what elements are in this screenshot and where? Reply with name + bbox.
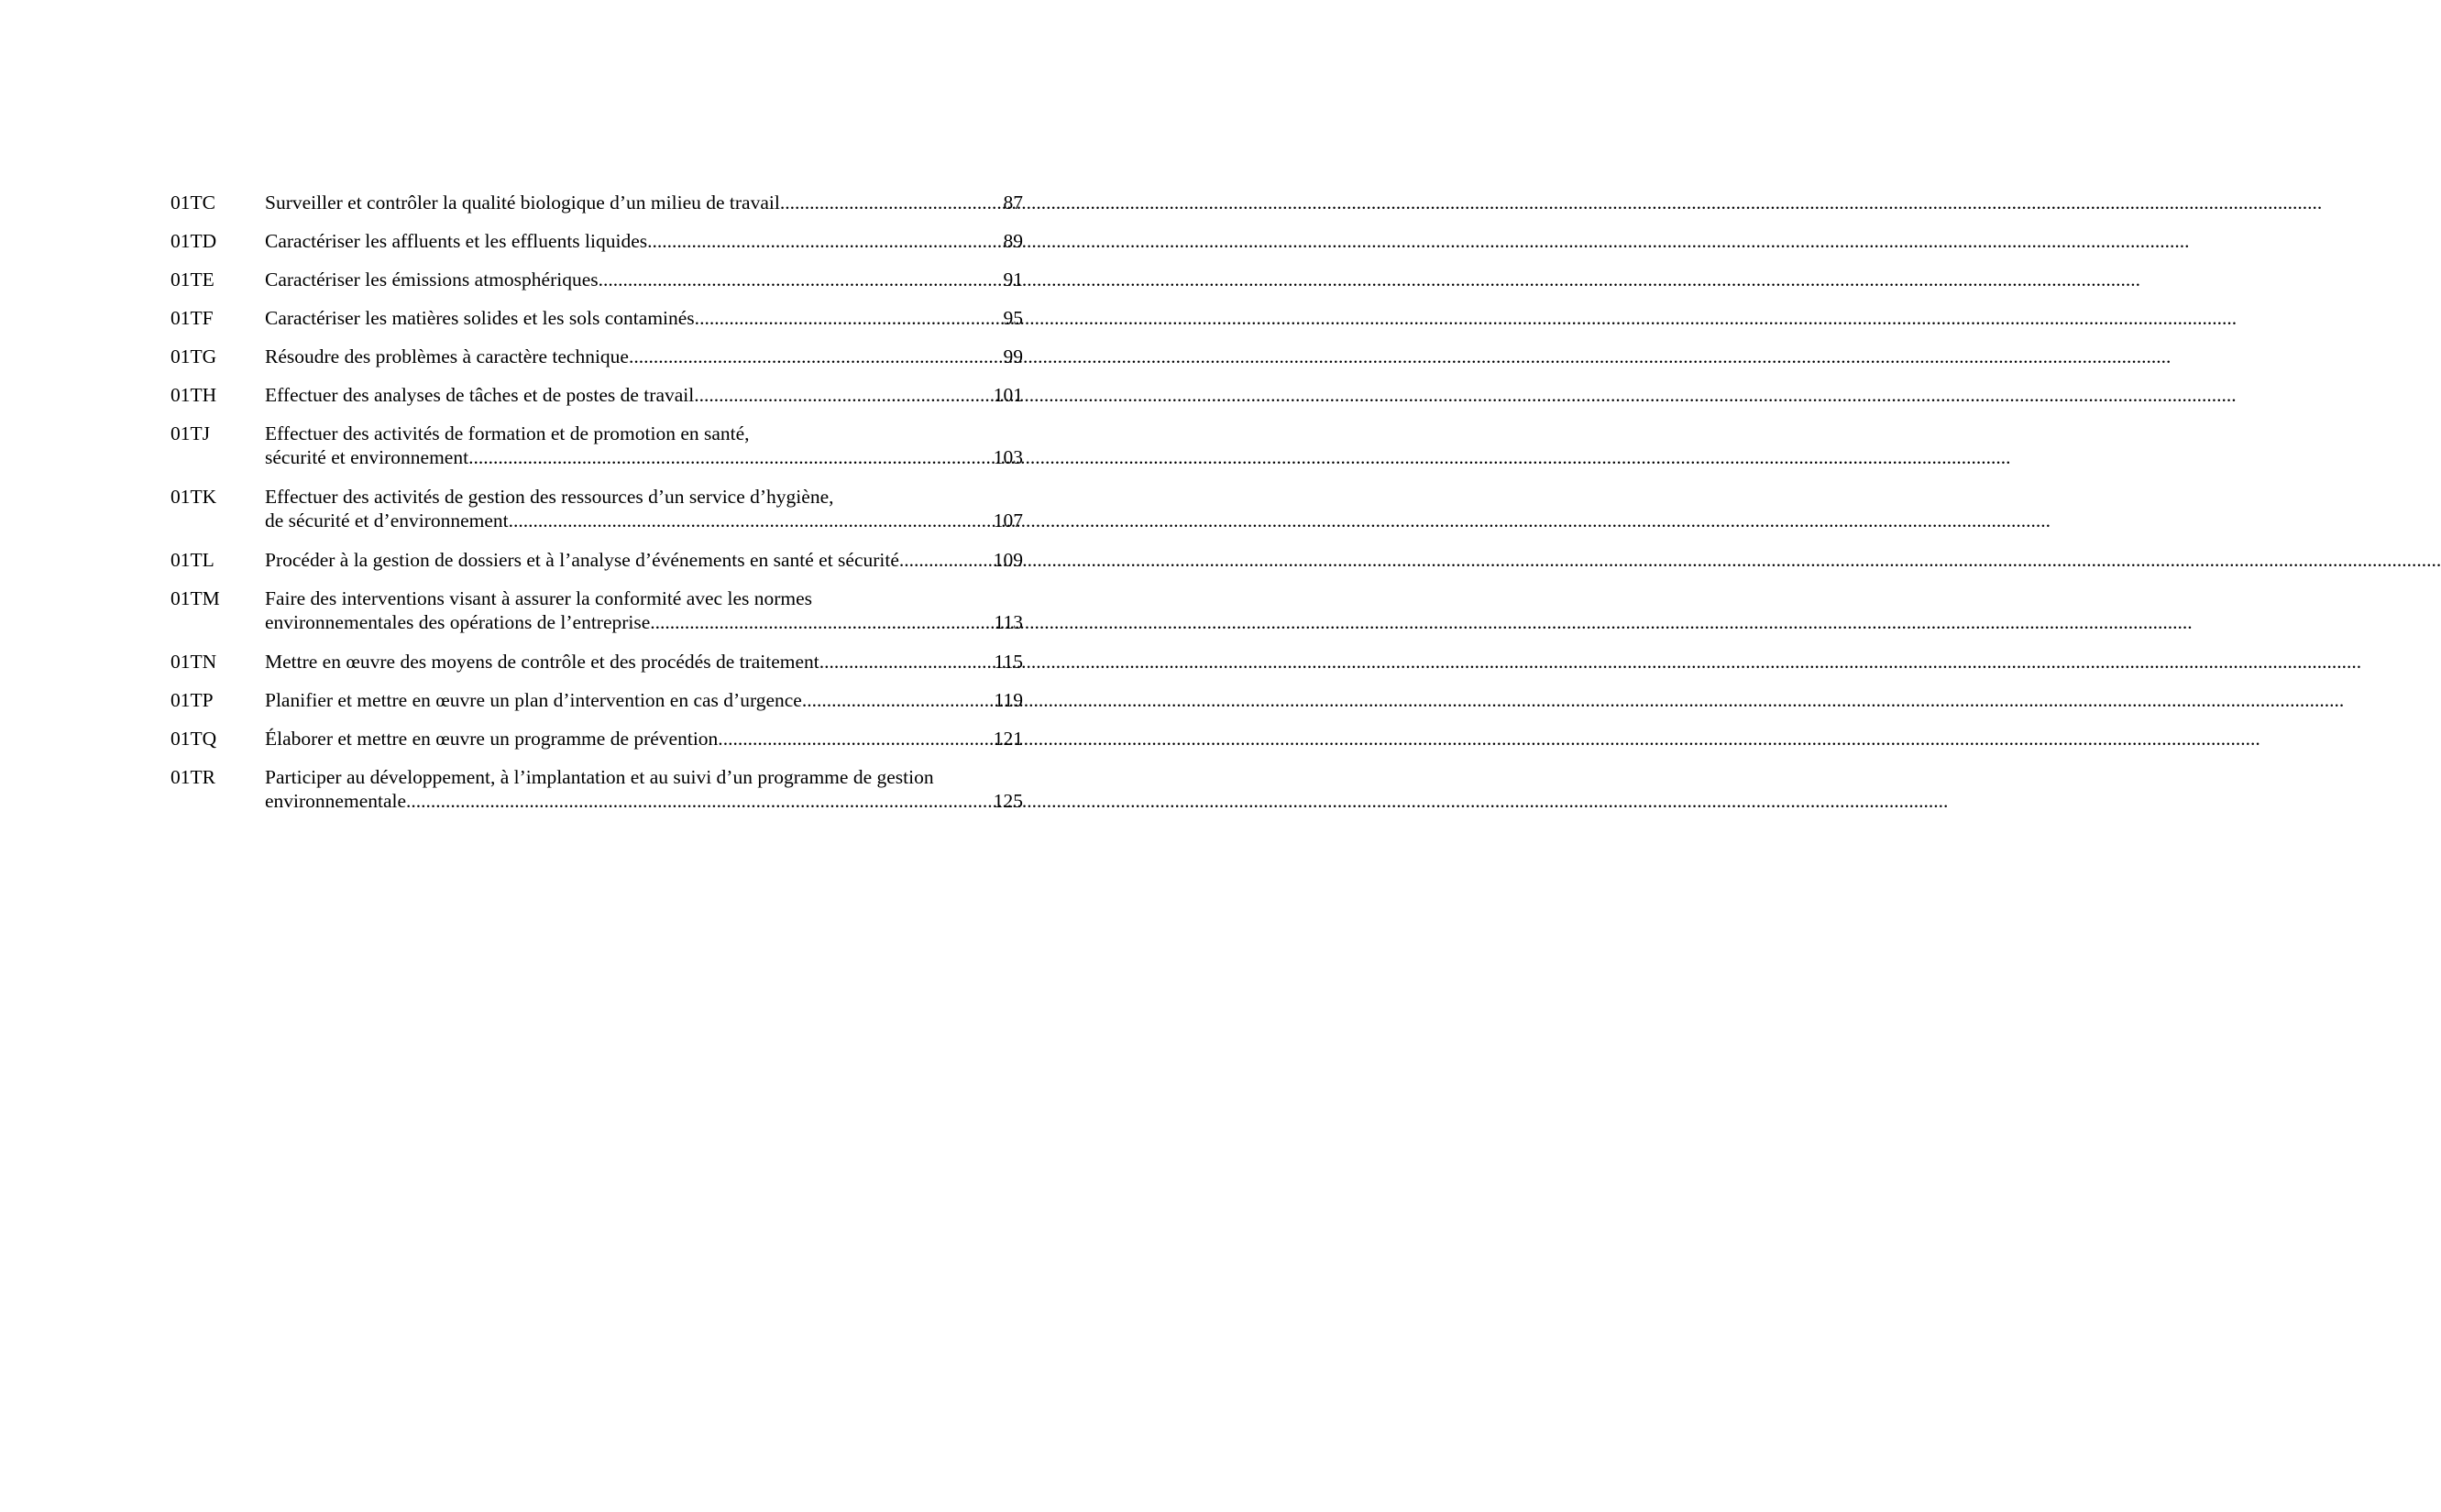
dot-leader (904, 548, 993, 572)
dot-leader (699, 383, 994, 407)
toc-entry-title: environnementale. (265, 790, 412, 812)
toc-entry-page-number: 103 (993, 446, 1023, 468)
toc-entry-title: Résoudre des problèmes à caractère technique. (265, 345, 634, 367)
dot-leader (723, 727, 994, 751)
toc-entry-page-number: 115 (994, 651, 1023, 673)
toc-entry[interactable] (170, 688, 1023, 712)
toc-entry[interactable] (170, 422, 1023, 469)
toc-entry-page-number: 99 (1003, 345, 1023, 367)
toc-entry-title-line: Participer au développement, à l’implantation et au suivi d’un programme de gestion (265, 766, 934, 788)
dot-leader (785, 191, 1003, 214)
toc-entry-page-number: 119 (994, 689, 1023, 711)
toc-entry-page-number: 109 (993, 549, 1023, 571)
toc-entry[interactable] (170, 650, 1023, 674)
toc-entry-page-number: 125 (993, 790, 1023, 812)
toc-entry-body (265, 688, 1023, 712)
toc-entry-code: 01TD (170, 230, 217, 252)
toc-entry[interactable] (170, 306, 1023, 330)
toc-entry-code: 01TQ (170, 728, 217, 750)
toc-entry-title: Effectuer des analyses de tâches et de postes de travail. (265, 384, 699, 406)
toc-entry-page-number: 95 (1003, 307, 1023, 329)
toc-entry-page-number: 87 (1003, 192, 1023, 214)
toc-entry-body (265, 548, 1023, 572)
toc-entry-code: 01TH (170, 384, 217, 406)
toc-entry-title: Planifier et mettre en œuvre un plan d’intervention en cas d’urgence. (265, 689, 808, 711)
toc-entry-last-line (265, 727, 1023, 751)
toc-entry-body (265, 650, 1023, 674)
toc-entry-title: environnementales des opérations de l’entreprise. (265, 611, 655, 633)
toc-entry[interactable] (170, 345, 1023, 368)
toc-entry-last-line (265, 688, 1023, 712)
toc-entry-title: Caractériser les émissions atmosphériques. (265, 268, 603, 290)
toc-entry-code: 01TE (170, 268, 214, 290)
toc-entry-last-line (265, 445, 1023, 469)
toc-entry-title: sécurité et environnement. (265, 446, 474, 468)
toc-entry-code: 01TN (170, 651, 217, 673)
toc-entry-code: 01TC (170, 192, 215, 214)
toc-entry-last-line (265, 191, 1023, 214)
toc-entry-body (265, 229, 1023, 253)
toc-entry-body (265, 422, 1023, 469)
toc-entry-title-line: Effectuer des activités de formation et de promotion en santé, (265, 422, 750, 444)
dot-leader (655, 610, 995, 634)
toc-entry-page-number: 113 (994, 611, 1023, 633)
toc-entry-title-line: Faire des interventions visant à assurer la conformité avec les normes (265, 587, 813, 609)
toc-entry-page-number: 107 (993, 509, 1023, 531)
dot-leader (824, 650, 994, 674)
toc-entry[interactable] (170, 586, 1023, 634)
toc-entry-title: Procéder à la gestion de dossiers et à l’analyse d’événements en santé et sécurité. (265, 549, 905, 571)
toc-entry-last-line (265, 509, 1023, 532)
toc-entry[interactable] (170, 268, 1023, 291)
toc-entry-last-line (265, 345, 1023, 368)
toc-entry-code: 01TG (170, 345, 217, 367)
toc-entry-last-line (265, 610, 1023, 634)
dot-leader (699, 306, 1003, 330)
toc-entry-title: Surveiller et contrôler la qualité biologique d’un milieu de travail. (265, 192, 786, 214)
toc-entry-code: 01TM (170, 587, 220, 609)
toc-entry-page-number: 91 (1003, 268, 1023, 290)
toc-entry-last-line (265, 383, 1023, 407)
toc-entry-title: Élaborer et mettre en œuvre un programme de prévention. (265, 728, 723, 750)
toc-entry-code: 01TJ (170, 422, 210, 444)
toc-entry[interactable] (170, 485, 1023, 532)
table-of-contents (170, 191, 1023, 828)
toc-entry[interactable] (170, 727, 1023, 751)
toc-entry[interactable] (170, 229, 1023, 253)
toc-entry-body (265, 268, 1023, 291)
toc-entry-body (265, 345, 1023, 368)
toc-entry-code: 01TF (170, 307, 214, 329)
toc-entry-body (265, 306, 1023, 330)
dot-leader (603, 268, 1004, 291)
toc-entry-page-number: 89 (1003, 230, 1023, 252)
toc-entry-title: Mettre en œuvre des moyens de contrôle et des procédés de traitement. (265, 651, 825, 673)
toc-entry[interactable] (170, 765, 1023, 813)
dot-leader (513, 509, 994, 532)
toc-entry-last-line (265, 548, 1023, 572)
toc-entry-last-line (265, 650, 1023, 674)
toc-entry-last-line (265, 789, 1023, 813)
toc-entry-title-line: Effectuer des activités de gestion des ressources d’un service d’hygiène, (265, 486, 834, 508)
toc-entry-body (265, 586, 1023, 634)
toc-entry-last-line (265, 306, 1023, 330)
toc-entry-code: 01TL (170, 549, 214, 571)
toc-entry-last-line (265, 229, 1023, 253)
toc-entry-body (265, 765, 1023, 813)
dot-leader (807, 688, 994, 712)
toc-entry-body (265, 383, 1023, 407)
toc-entry[interactable] (170, 548, 1023, 572)
dot-leader (653, 229, 1004, 253)
toc-entry-body (265, 191, 1023, 214)
dot-leader (633, 345, 1003, 368)
toc-entry-title: de sécurité et d’environnement. (265, 509, 514, 531)
toc-entry-page-number: 101 (993, 384, 1023, 406)
toc-entry-page-number: 121 (993, 728, 1023, 750)
toc-entry-title: Caractériser les matières solides et les sols contaminés. (265, 307, 700, 329)
toc-entry-code: 01TK (170, 486, 217, 508)
dot-leader (411, 789, 993, 813)
toc-entry-body (265, 485, 1023, 532)
toc-entry-body (265, 727, 1023, 751)
toc-entry-code: 01TP (170, 689, 214, 711)
toc-entry-code: 01TR (170, 766, 215, 788)
dot-leader (473, 445, 993, 469)
toc-entry-last-line (265, 268, 1023, 291)
toc-entry[interactable] (170, 191, 1023, 214)
toc-entry-title: Caractériser les affluents et les effluents liquides. (265, 230, 653, 252)
toc-entry[interactable] (170, 383, 1023, 407)
